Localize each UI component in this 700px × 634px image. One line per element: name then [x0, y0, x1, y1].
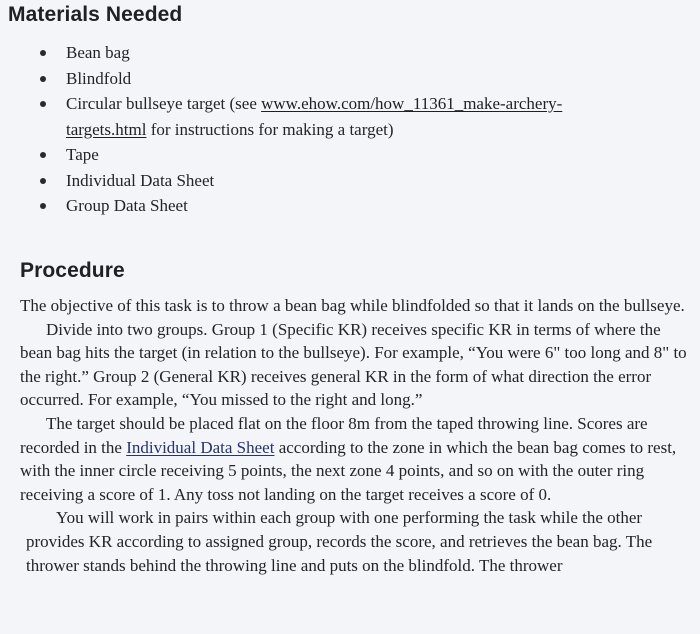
paragraph-text: The target should be placed flat on the floor 8m from the taped throwing line. Scores are recorded in the: [20, 413, 648, 457]
individual-data-sheet-link[interactable]: Individual Data Sheet: [126, 437, 275, 457]
list-item: [0, 66, 700, 92]
list-item-text: for instructions for making a target): [146, 119, 394, 139]
list-item-text: Tape: [66, 145, 99, 164]
list-item: [0, 193, 700, 219]
paragraph-text: according to the zone in which the bean bag comes to rest, with the inner circle receiving 5 points, the next zone 4 points, and so on with the outer ring receiving a score of 1. Any toss not landing on the target receives a score of 0.: [20, 437, 677, 504]
procedure-paragraph-target: [20, 412, 696, 506]
bullet-icon: [40, 178, 46, 184]
list-item-text: Bean bag: [66, 43, 130, 62]
materials-heading: Materials Needed: [8, 3, 183, 26]
list-item-text: Circular bullseye target (see: [66, 94, 262, 113]
bullet-icon: [40, 152, 46, 158]
list-item: [0, 142, 700, 168]
list-item: [0, 168, 700, 194]
ehow-target-link[interactable]: www.ehow.com/how_11361_make-archery-targets.html: [66, 94, 563, 139]
procedure-paragraph-pairs: You will work in pairs within each group with one performing the task while the other provides KR according to assigned group, records the score, and retrieves the bean bag. The thrower stands behind the throwing line and puts on the blindfold. The thrower: [26, 508, 653, 575]
materials-list: [0, 40, 700, 219]
list-item-text: Individual Data Sheet: [66, 170, 215, 190]
bullet-icon: [40, 101, 46, 107]
procedure-heading: Procedure: [20, 259, 125, 282]
list-item: [0, 91, 700, 142]
bullet-icon: [40, 76, 46, 82]
list-item-text: Blindfold: [66, 68, 132, 88]
procedure-body: [20, 294, 696, 577]
list-item-text: Group Data Sheet: [66, 196, 188, 215]
procedure-paragraph-groups: Divide into two groups. Group 1 (Specific KR) receives specific KR in terms of where the bean bag hits the target (in relation to the bullseye). For example, “You were 6" too long and 8" to the right.” Group 2 (General KR) receives general KR in the form of what direction the error occurred. For example, “You missed to the right and long.”: [20, 319, 687, 410]
bullet-icon: [40, 50, 46, 56]
list-item: [0, 40, 700, 66]
procedure-paragraph-objective: The objective of this task is to throw a bean bag while blindfolded so that it lands on the bullseye.: [20, 296, 685, 315]
bullet-icon: [40, 203, 46, 209]
